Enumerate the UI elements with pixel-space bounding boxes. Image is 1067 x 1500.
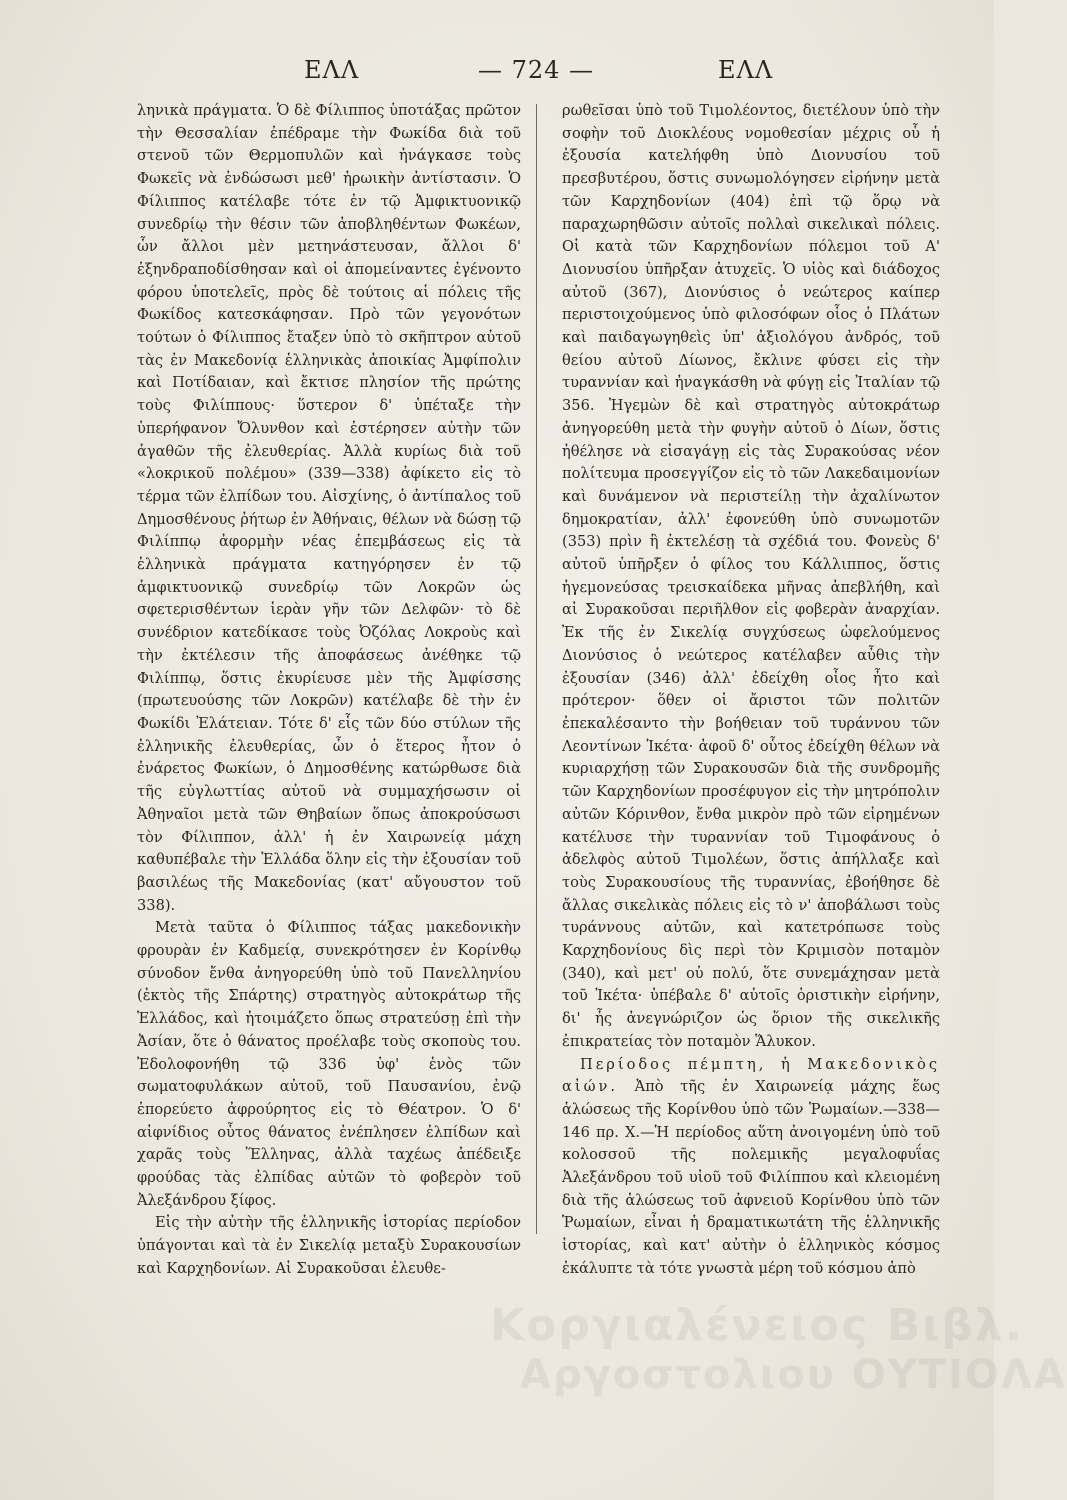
column-divider (536, 104, 537, 1234)
right-paragraph-1: ρωθεῖσαι ὑπὸ τοῦ Τιμολέοντος, διετέλουν ὑπὸ τὴν σοφὴν τοῦ Διοκλέους νομοθεσίαν μέχρις οὗ ἡ ἐξουσία κατελήφθη ὑπὸ Διονυσίου τοῦ πρεσβυτέρου, ὅστις συνωμολόγησεν εἰρήνην μετὰ τῶν Καρχηδονίων (404) ἐπὶ τῷ ὅρῳ νὰ παραχωρηθῶσιν αὐτοῖς πολλαὶ σικελικαὶ πόλεις. Οἱ κατὰ τῶν Καρχηδονίων πόλεμοι τοῦ Α' Διονυσίου ὑπῆρξαν ἀτυχεῖς. Ὁ υἱὸς καὶ διάδοχος αὐτοῦ (367), Διονύσιος ὁ νεώτερος καίπερ περιστοιχούμενος ὑπὸ φιλοσόφων οἷος ὁ Πλάτων καὶ παιδαγωγηθεὶς ὑπ' ἀξιολόγου ἀνδρός, τοῦ θείου αὐτοῦ Δίωνος, ἔκλινε φύσει εἰς τὴν τυραννίαν καὶ ἠναγκάσθη νὰ φύγῃ εἰς Ἰταλίαν τῷ 356. Ἡγεμὼν δὲ καὶ στρατηγὸς αὐτοκράτωρ ἀνηγορεύθη μετὰ τὴν φυγὴν αὐτοῦ ὁ Δίων, ὅστις ἠθέλησε νὰ εἰσαγάγῃ εἰς τὰς Συρακούσας νέον πολίτευμα προσεγγίζον εἰς τὸ τῶν Λακεδαιμονίων καὶ δυνάμενον νὰ περιστείλῃ τὴν ἀχαλίνωτον δημοκρατίαν, ἀλλ' ἐφονεύθη ὑπὸ συνωμοτῶν (353) πρὶν ἢ ἐκτελέσῃ τὰ σχέδιά του. Φονεὺς δ' αὐτοῦ ὑπῆρξεν ὁ φίλος του Κάλλιππος, ὅστις ἡγεμονεύσας τρεισκαίδεκα μῆνας ἀπεβλήθη, καὶ αἱ Συρακοῦσαι περιῆλθον εἰς φοβερὰν ἀναρχίαν. Ἐκ τῆς ἐν Σικελίᾳ συγχύσεως ὠφελούμενος Διονύσιος ὁ νεώτερος κατέλαβεν αὖθις τὴν ἐξουσίαν (346) ἀλλ' ἐδείχθη οἷος ἦτο καὶ πρότερον· ὅθεν οἱ ἄριστοι τῶν πολιτῶν ἐπεκαλέσαντο τὴν βοήθειαν τοῦ τυράννου τῶν Λεοντίνων Ἱκέτα· ἀφοῦ δ' οὗτος ἐδείχθη θέλων νὰ κυριαρχήσῃ τῶν Συρακουσῶν διὰ τῆς συνδρομῆς τῶν Καρχηδονίων προσέφυγον εἰς τὴν μητρόπολιν αὐτῶν Κόρινθον, ἔνθα μικρὸν πρὸ τῶν εἰρημένων κατέλυσε τὴν τυραννίαν τοῦ Τιμοφάνους ὁ ἀδελφὸς αὐτοῦ Τιμολέων, ὅστις ἀπήλλαξε καὶ τοὺς Συρακουσίους τῆς τυραννίας, ἐβοήθησε δὲ ἄλλας σικελικὰς πόλεις εἰς τὸ ν' ἀποβάλωσι τοὺς τυράννους αὐτῶν, καὶ κατετρόπωσε τοὺς Καρχηδονίους δὶς περὶ τὸν Κριμισὸν ποταμὸν (340), καὶ μετ' οὐ πολύ, ὅτε συνεμάχησαν μετὰ τοῦ Ἱκέτα· ὑπέβαλε δ' αὐτοῖς ὁριστικὴν εἰρήνην, δι' ἧς ἀνεγνώριζον ὡς ὅριον τῆς σικελικῆς ἐπικρατείας τὸν ποταμὸν Ἅλυκον. (562, 102, 940, 1050)
header-left-word: ΕΛΛ (304, 56, 360, 84)
library-watermark-line-2: Αργοστολιου ΟΥΤΙΟΛΑ (520, 1352, 1067, 1398)
section-body: Ἀπὸ τῆς ἐν Χαιρωνείᾳ μάχης ἕως ἁλώσεως τῆς Κορίνθου ὑπὸ τῶν Ῥωμαίων.—338—146 πρ. Χ.—Ἡ περίοδος αὕτη ἀνοιγομένη ὑπὸ τοῦ κολοσσοῦ τῆς πολεμικῆς μεγαλοφυΐας Ἀλεξάνδρου τοῦ υἱοῦ τοῦ Φιλίππου καὶ κλειομένη διὰ τῆς ἁλώσεως τοῦ ἀφνειοῦ Κορίνθου ὑπὸ τῶν Ῥωμαίων, εἶναι ἡ δραματικωτάτη τῆς ἑλληνικῆς ἱστορίας, καὶ κατ' αὐτὴν ὁ ἑλληνικὸς κόσμος ἐκάλυπτε τὰ τότε γνωστὰ μέρη τοῦ κόσμου ἀπὸ (562, 1078, 940, 1277)
left-paragraph-3: Εἰς τὴν αὐτὴν τῆς ἑλληνικῆς ἱστορίας περίοδον ὑπάγονται καὶ τὰ ἐν Σικελίᾳ μεταξὺ Συρακουσίων καὶ Καρχηδονίων. Αἱ Συρακοῦσαι ἐλευθε- (137, 1214, 521, 1277)
section-heading: Περίοδος πέμπτη, ἡ Μακεδονικὸς αἰών. (562, 1055, 940, 1096)
left-column (137, 100, 521, 1281)
page-header (128, 56, 868, 96)
right-paragraph-2 (562, 1054, 940, 1281)
right-column (562, 100, 940, 1281)
left-paragraph-2: Μετὰ ταῦτα ὁ Φίλιππος τάξας μακεδονικὴν φρουρὰν ἐν Καδμείᾳ, συνεκρότησεν ἐν Κορίνθῳ σύνοδον ἔνθα ἀνηγορεύθη ὑπὸ τοῦ Πανελληνίου (ἐκτὸς τῆς Σπάρτης) στρατηγὸς αὐτοκράτωρ τῆς Ἑλλάδος, καὶ ἡτοιμάζετο ὅπως στρατεύσῃ ἐπὶ τὴν Ἀσίαν, ὅτε ὁ θάνατος προέλαβε τοὺς σκοποὺς του. Ἐδολοφονήθη τῷ 336 ὑφ' ἑνὸς τῶν σωματοφυλάκων αὐτοῦ, τοῦ Παυσανίου, ἐνῷ ἐπορεύετο ἀφρούρητος εἰς τὸ Θέατρον. Ὁ δ' αἰφνίδιος οὗτος θάνατος ἐνέπλησεν ἐλπίδων καὶ χαρᾶς τοὺς Ἕλληνας, ἀλλὰ ταχέως ἀπέδειξε φρούδας τὰς ἐλπίδας αὐτῶν τὸ φοβερὸν τοῦ Ἀλεξάνδρου ξίφος. (137, 919, 521, 1209)
page-number: — 724 — (478, 56, 595, 84)
library-watermark: Κοργιαλένειος Βιβλ. (490, 1300, 1024, 1351)
left-paragraph-1: ληνικὰ πράγματα. Ὁ δὲ Φίλιππος ὑποτάξας πρῶτον τὴν Θεσσαλίαν ἐπέδραμε τὴν Φωκίδα διὰ τοῦ στενοῦ τῶν Θερμοπυλῶν καὶ ἠνάγκασε τοὺς Φωκεῖς νὰ ἐνδώσωσι μεθ' ἡρωικὴν ἀντίστασιν. Ὁ Φίλιππος κατέλαβε τότε ἐν τῷ Ἀμφικτυονικῷ συνεδρίῳ τὴν θέσιν τῶν ἀποβληθέντων Φωκέων, ὧν ἄλλοι μὲν μετηνάστευσαν, ἄλλοι δ' ἐξηνδραποδίσθησαν καὶ οἱ ἀπομείναντες ἐγένοντο φόρου ὑποτελεῖς, πρὸς δὲ τούτοις αἱ πόλεις τῆς Φωκίδος κατεσκάφησαν. Πρὸ τῶν γεγονότων τούτων ὁ Φίλιππος ἔταξεν ὑπὸ τὸ σκῆπτρον αὐτοῦ τὰς ἐν Μακεδονίᾳ ἑλληνικὰς ἀποικίας Ἀμφίπολιν καὶ Ποτίδαιαν, καὶ ἔκτισε πλησίον τῆς πρώτης τοὺς Φιλίππους· ὕστερον δ' ὑπέταξε τὴν ὑπερήφανον Ὄλυνθον καὶ ἐστέρησεν αὐτὴν τῶν ἀγαθῶν τῆς ἐλευθερίας. Ἀλλὰ κυρίως διὰ τοῦ «λοκρικοῦ πολέμου» (339—338) ἀφίκετο εἰς τὸ τέρμα τῶν ἐλπίδων του. Αἰσχίνης, ὁ ἀντίπαλος τοῦ Δημοσθένους ῥήτωρ ἐν Ἀθήναις, θέλων νὰ δώσῃ τῷ Φιλίππῳ ἀφορμὴν νέας ἐπεμβάσεως εἰς τὰ ἑλληνικὰ πράγματα κατηγόρησεν ἐν τῷ ἀμφικτυονικῷ συνεδρίῳ τῶν Λοκρῶν ὡς σφετερισθέντων ἱερὰν γῆν τῶν Δελφῶν· τὸ δὲ συνέδριον κατεδίκασε τοὺς Ὀζόλας Λοκροὺς καὶ τὴν ἐκτέλεσιν τῆς ἀποφάσεως ἀνέθηκε τῷ Φιλίππῳ, ὅστις ἐκυρίευσε μὲν τῆς Ἀμφίσσης (πρωτευούσης τῶν Λοκρῶν) κατέλαβε δὲ τὴν ἐν Φωκίδι Ἐλάτειαν. Τότε δ' εἷς τῶν δύο στύλων τῆς ἑλληνικῆς ἐλευθερίας, ὧν ὁ ἕτερος ἦτον ὁ ἐνάρετος Φωκίων, ὁ Δημοσθένης κατώρθωσε διὰ τῆς εὐγλωττίας αὐτοῦ νὰ συμμαχήσωσιν οἱ Ἀθηναῖοι μετὰ τῶν Θηβαίων ὅπως ἀποκρούσωσι τὸν Φίλιππον, ἀλλ' ἡ ἐν Χαιρωνείᾳ μάχη καθυπέβαλε τὴν Ἑλλάδα ὅλην εἰς τὴν ἐξουσίαν τοῦ βασιλέως τῆς Μακεδονίας (κατ' αὔγουστον τοῦ 338). (137, 102, 521, 914)
header-right-word: ΕΛΛ (718, 56, 774, 84)
